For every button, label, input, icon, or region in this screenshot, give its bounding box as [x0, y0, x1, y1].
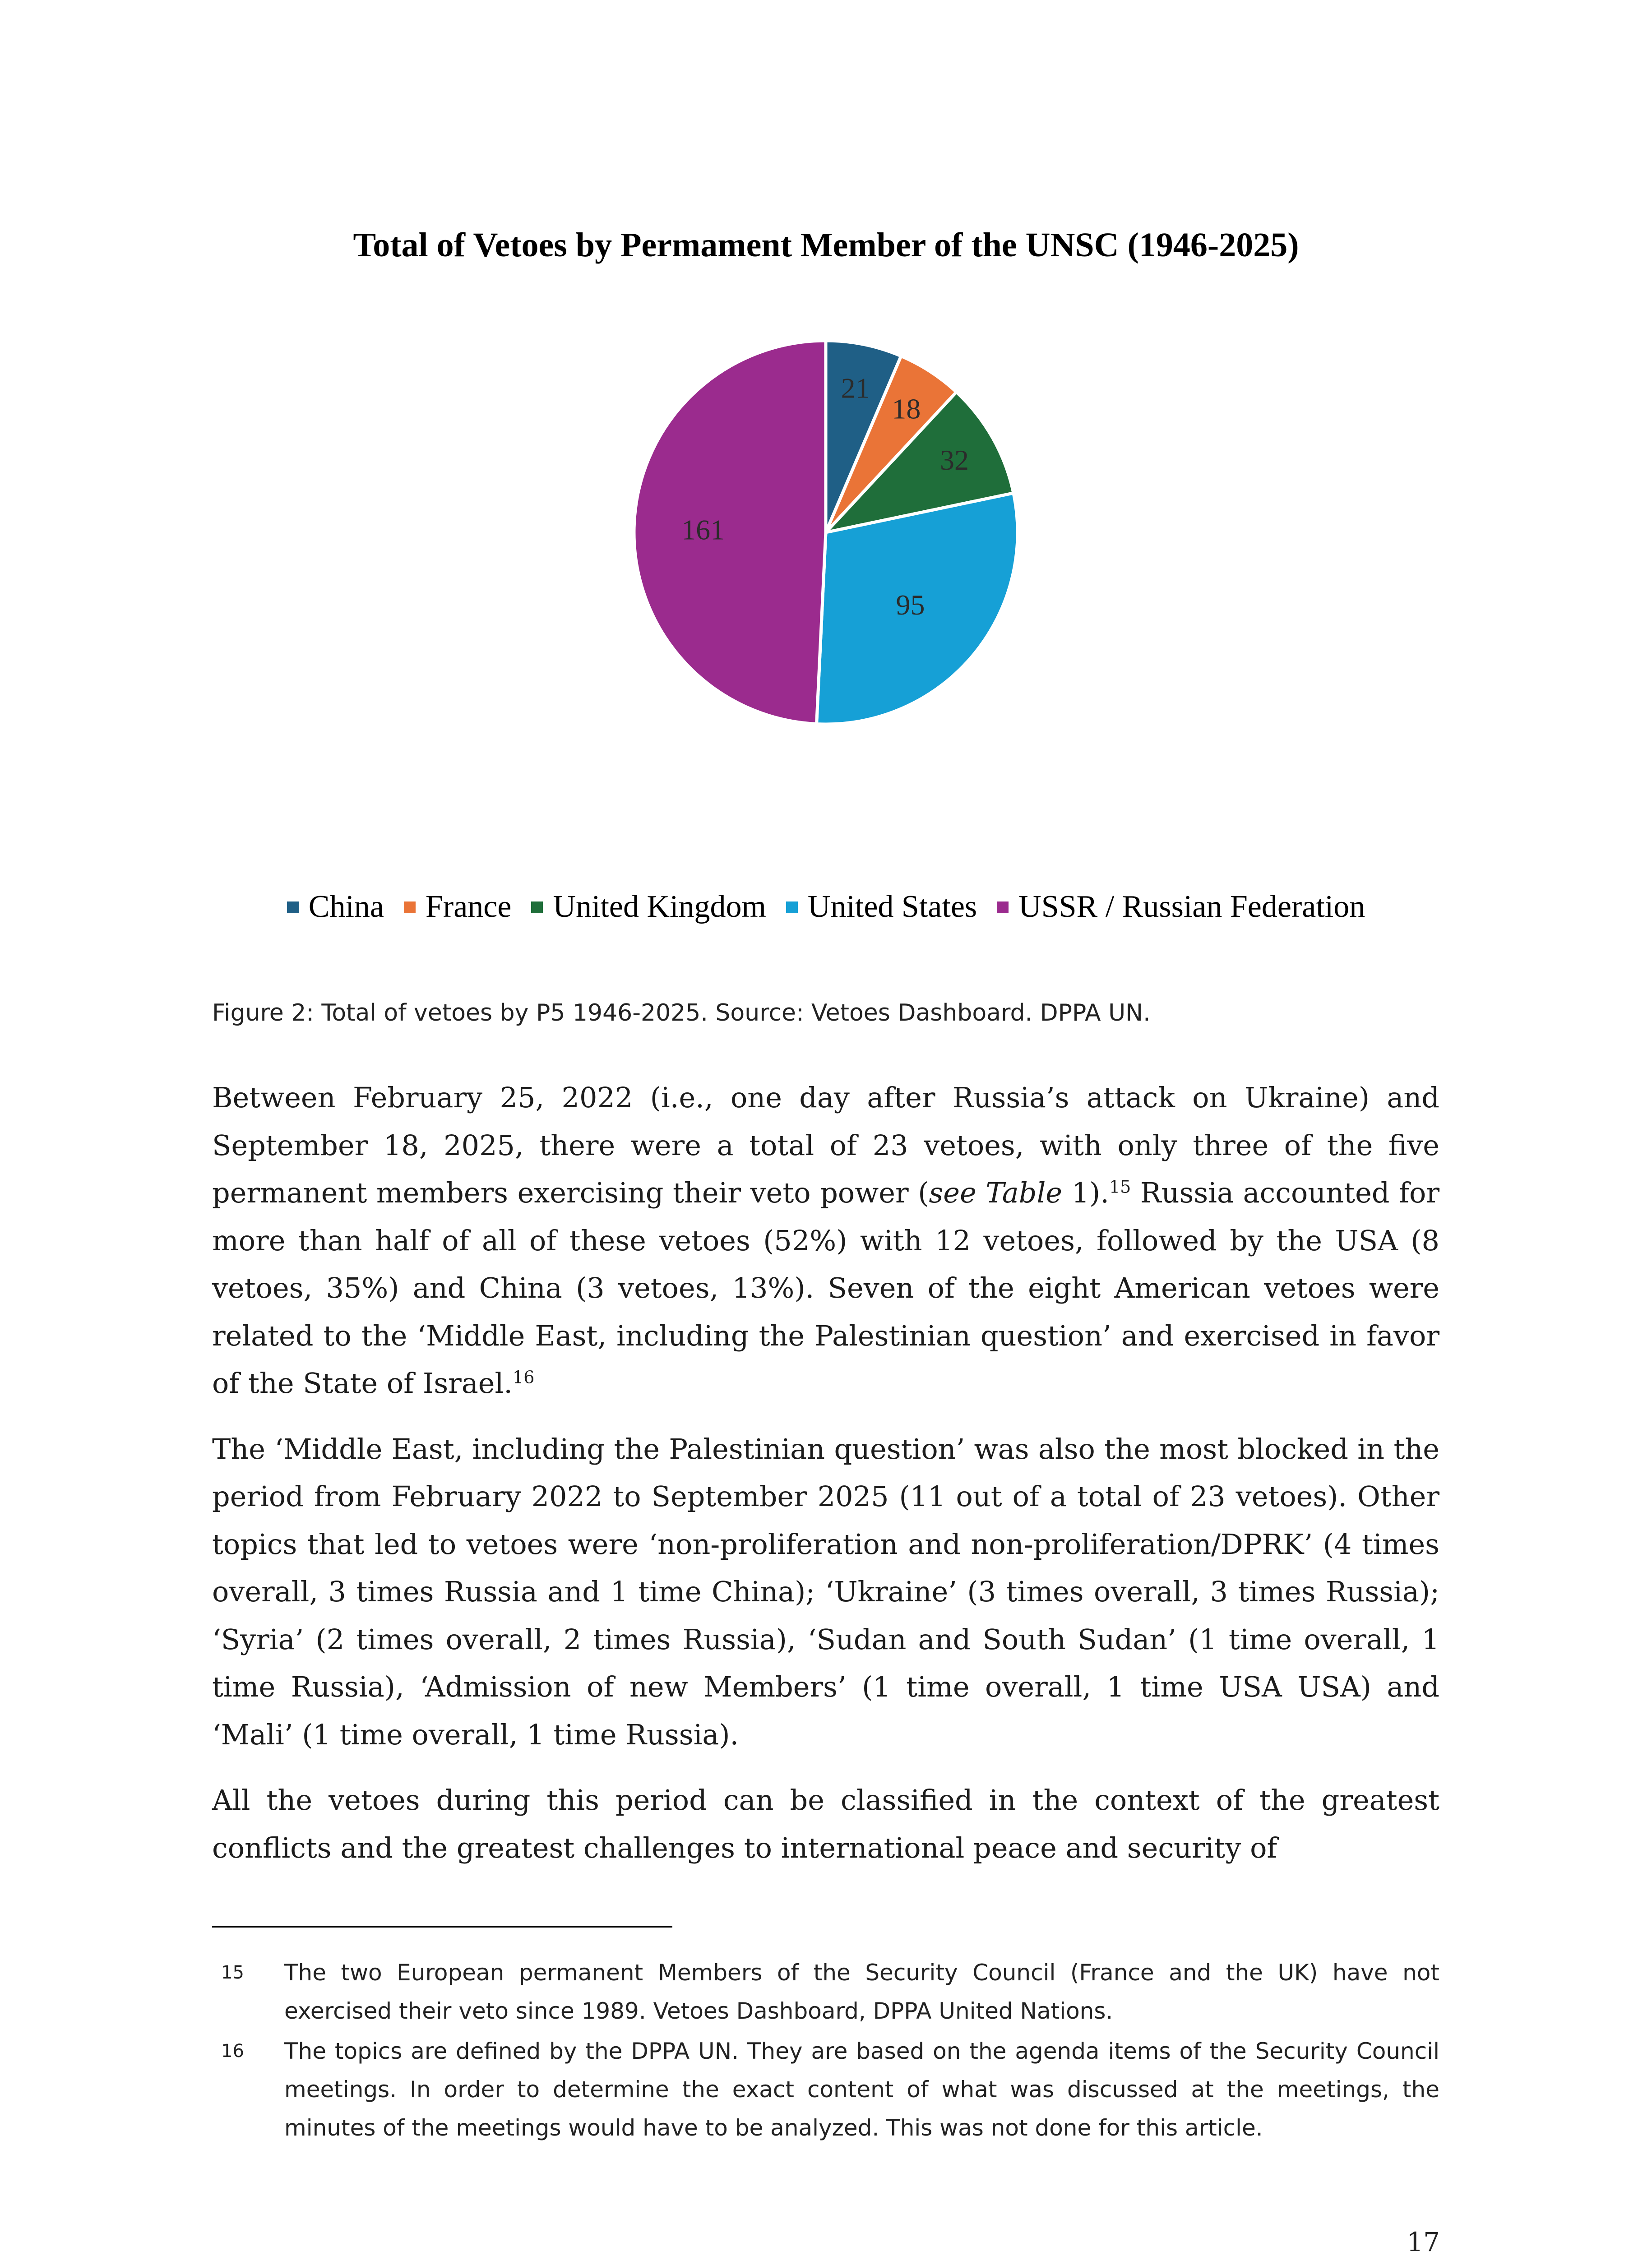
legend-label: United States — [807, 889, 977, 924]
data-label: 32 — [939, 444, 969, 476]
legend-swatch — [404, 901, 416, 913]
table-reference[interactable]: see Table — [929, 1176, 1062, 1209]
footnote-text: The topics are defined by the DPPA UN. They are based on the agenda items of the Security Council meetings. In order to determine the exact content of what was discussed at the meetings, the minutes of the meetings would have to be analyzed. This was not done for this article. — [284, 2038, 1439, 2141]
legend-swatch — [287, 901, 299, 913]
figure-caption: Figure 2: Total of vetoes by P5 1946-2025. Source: Vetoes Dashboard. DPPA UN. — [212, 999, 1151, 1026]
legend-item — [786, 889, 977, 925]
body-text — [212, 1074, 1439, 1890]
legend-item — [404, 889, 511, 925]
data-label: 18 — [892, 393, 921, 425]
legend-label: USSR / Russian Federation — [1018, 889, 1365, 924]
paragraph-1: Between February 25, 2022 (i.e., one day after Russia’s attack on Ukraine) and September 18, 2025, there were a total of 23 vetoes, with only three of the five permanent members exercising their veto power (see Table 1).$^{15}$ Russia accounted for more than half of all of these vetoes (52%) with 12 vetoes, followed by the USA (8 vetoes, 35%) and China (3 vetoes, 13%). Seven of the eight American vetoes were related to the ‘Middle East, including the Palestinian question’ and exercised in favor of the State of Israel.$^{16}$ — [212, 1081, 1439, 1400]
chart-legend — [0, 889, 1652, 925]
footnote-ref-15[interactable]: 15 — [1109, 1177, 1131, 1197]
footnote-number: 15 — [221, 1962, 244, 1983]
footnote-text: The two European permanent Members of the Security Council (France and the UK) have not exercised their veto since 1989. Vetoes Dashboard, DPPA United Nations. — [284, 1960, 1439, 2024]
legend-item — [997, 889, 1365, 925]
footnotes — [212, 1954, 1439, 2149]
data-label: 21 — [841, 372, 870, 404]
paragraph-3: All the vetoes during this period can be classified in the context of the greatest conflicts and the greatest challenges to international peace and security of — [212, 1784, 1439, 1864]
chart-title: Total of Vetoes by Permament Member of the UNSC (1946-2025) — [353, 226, 1299, 264]
legend-swatch — [997, 901, 1009, 913]
legend-swatch — [786, 901, 798, 913]
legend-swatch — [531, 901, 543, 913]
footnote-ref-16[interactable]: 16 — [513, 1367, 535, 1387]
legend-label: China — [308, 889, 384, 924]
footnote-16 — [212, 2032, 1439, 2147]
legend-item — [531, 889, 766, 925]
paragraph-2: The ‘Middle East, including the Palestinian question’ was also the most blocked in the period from February 2022 to September 2025 (11 out of a total of 23 vetoes). Other topics that led to vetoes were ‘non-proliferation and non-proliferation/DPRK’ (4 times overall, 3 times Russia and 1 time China); ‘Ukraine’ (3 times overall, 3 times Russia); ‘Syria’ (2 times overall, 2 times Russia), ‘Sudan and South Sudan’ (1 time overall, 1 time Russia), ‘Admission of new Members’ (1 time overall, 1 time USA USA) and ‘Mali’ (1 time overall, 1 time Russia). — [212, 1432, 1439, 1751]
data-label: 161 — [681, 513, 725, 546]
data-label: 95 — [896, 588, 925, 621]
pie-slice-ussr-russian-federation — [634, 341, 826, 724]
legend-label: United Kingdom — [553, 889, 766, 924]
footnote-separator — [212, 1926, 672, 1928]
legend-label: France — [425, 889, 512, 924]
footnote-15 — [212, 1954, 1439, 2030]
page-number: 17 — [1407, 2227, 1440, 2256]
footnote-number: 16 — [221, 2041, 244, 2062]
pie-chart — [0, 0, 1652, 857]
legend-item — [287, 889, 384, 925]
